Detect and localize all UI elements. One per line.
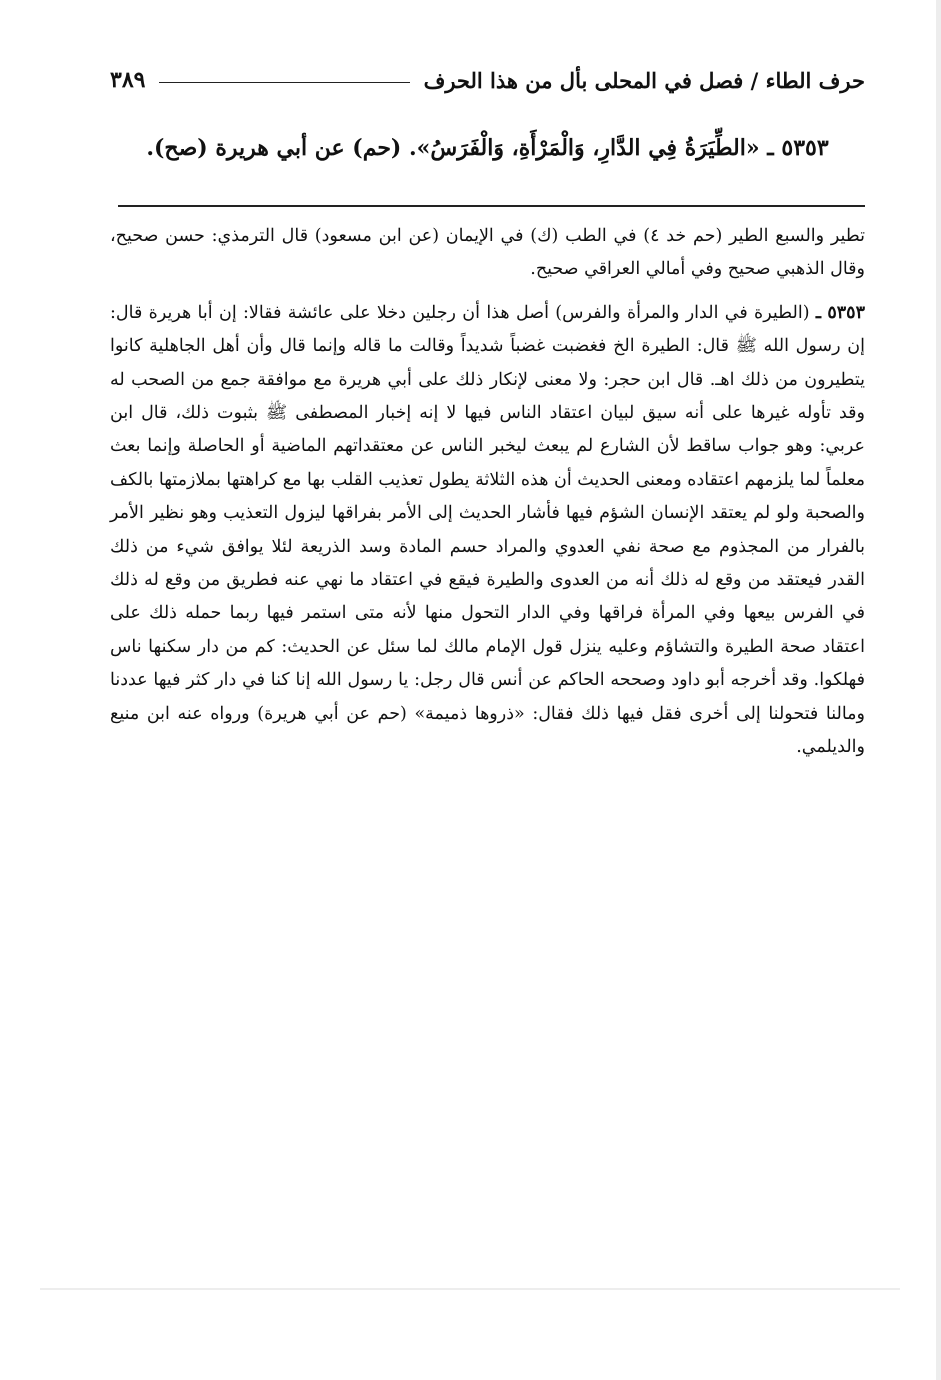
hadith-text: [110, 126, 865, 170]
footnote-separator: [118, 205, 865, 207]
scan-speck: [936, 0, 941, 1380]
hadith-number: ٥٣٥٣: [781, 135, 829, 161]
entry-dash: ـ: [815, 302, 822, 323]
scan-speck: [40, 1288, 900, 1290]
entry-number: ٥٣٥٣: [827, 302, 865, 323]
hadith-dash: ـ: [767, 135, 774, 161]
commentary-continuation: تطير والسبع الطير (حم خد ٤) في الطب (ك) في الإيمان (عن ابن مسعود) قال الترمذي: حسن صحيح، وقال الذهبي صحيح وفي أمالي العراقي صحيح.: [110, 226, 866, 280]
commentary: [110, 220, 865, 765]
hadith-body: «الطِّيَرَةُ فِي الدَّارِ، وَالْمَرْأَةِ، وَالْفَرَسُ». (حم) عن أبي هريرة (صح).: [146, 135, 760, 161]
running-header: [110, 60, 865, 100]
commentary-entry: [110, 297, 865, 765]
chapter-title: حرف الطاء / فصل في المحلى بأل من هذا الحرف: [423, 67, 865, 93]
entry-text: (الطيرة في الدار والمرأة والفرس) أصل هذا أن رجلين دخلا على عائشة فقالا: إن أبا هريرة قال: إن رسول الله ﷺ قال: الطيرة الخ فغضبت غضباً شديداً وقالت ما قاله وإنما قال وأن أهل الجاهلية كانوا يتطيرون من ذلك اهـ. قال ابن حجر: ولا معنى لإنكار ذلك على أبي هريرة مع موافقة جمع من الصحب له وقد تأوله غيرها على أنه سيق لبيان اعتقاد الناس فيها لا إنه إخبار المصطفى ﷺ بثبوت ذلك، قال ابن عربي: وهو جواب ساقط لأن الشارع لم يبعث ليخبر الناس عن معتقداتهم الماضية أو الحاصلة وإنما بعث معلماً لما يلزمهم اعتقاده ومعنى الحديث أن هذه الثلاثة يطول تعذيب القلب بها مع كراهتها بملازمتها بالكف والصحبة ولو لم يعتقد الإنسان الشؤم فيها فأشار الحديث إلى الأمر بفراقها ليزول التعذيب وهو نظير الأمر بالفرار من المجذوم مع صحة نفي العدوي والمراد حسم المادة وسد الذريعة لئلا يوافق شيء من ذلك القدر فيعتقد من وقع له ذلك أنه من العدوى والطيرة فيقع في اعتقاد ما نهي عنه فطريق من وقع له ذلك في الفرس بيعها وفي المرأة فراقها وفي الدار التحول منها لأنه متى استمر فيها ربما حمله ذلك على اعتقاد صحة الطيرة والتشاؤم وعليه ينزل قول الإمام مالك لما سئل عن الحديث: كم من دار سكنها ناس فهلكوا. وقد أخرجه أبو داود وصححه الحاكم عن أنس قال رجل: يا رسول الله إنا كنا في دار كثر فيها عددنا ومالنا فتحولنا إلى أخرى فقل فيها ذلك فقال: «ذروها ذميمة» (حم عن أبي هريرة) ورواه عنه ابن منيع والديلمي.: [110, 302, 865, 758]
header-rule: [159, 82, 409, 83]
page-number: ٣٨٩: [110, 67, 146, 93]
